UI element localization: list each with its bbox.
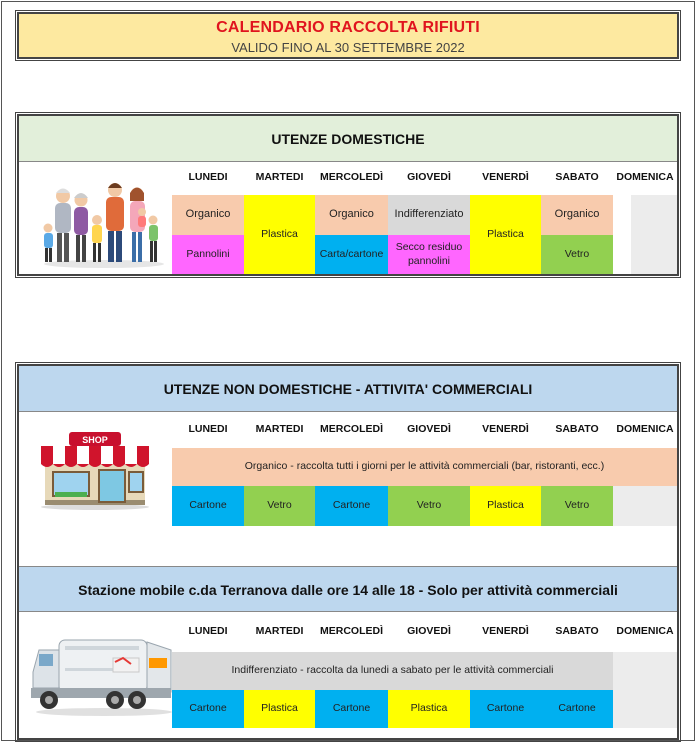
day-header-giovedi: GIOVEDÌ [407, 423, 451, 435]
calendar-validity: VALIDO FINO AL 30 SETTEMBRE 2022 [231, 40, 465, 55]
garbage-truck-illustration-icon [29, 628, 179, 718]
day-header-sabato: SABATO [555, 171, 599, 183]
day-header-domenica: DOMENICA [616, 625, 674, 637]
cell-mercoledi-cartone: Cartone [315, 690, 388, 728]
cell-domenica-empty [613, 486, 677, 526]
calendar-title: CALENDARIO RACCOLTA RIFIUTI [216, 19, 480, 36]
cell-lunedi-pannolini: Pannolini [172, 235, 244, 274]
cell-sabato-vetro: Vetro [541, 235, 613, 274]
day-header-domenica: DOMENICA [616, 171, 674, 183]
day-header-giovedi: GIOVEDÌ [407, 625, 451, 637]
day-header-sabato: SABATO [555, 625, 599, 637]
cell-lunedi-cartone: Cartone [172, 486, 244, 526]
day-header-sabato: SABATO [555, 423, 599, 435]
cell-martedi-plastica: Plastica [244, 195, 315, 274]
banner-organico-commerciali: Organico - raccolta tutti i giorni per le attività commerciali (bar, ristoranti, ecc.) [172, 448, 677, 486]
cell-sabato-organico: Organico [541, 195, 613, 235]
cell-domenica-empty [631, 195, 677, 274]
day-header-mercoledi: MERCOLEDÌ [320, 171, 383, 183]
section-non-domestiche [17, 364, 679, 740]
day-header-lunedi: LUNEDI [188, 423, 228, 435]
day-header-mercoledi: MERCOLEDÌ [320, 423, 383, 435]
day-header-mercoledi: MERCOLEDÌ [320, 625, 383, 637]
cell-venerdi-cartone: Cartone [470, 690, 541, 728]
shop-illustration-icon [39, 430, 151, 510]
shop-sign-text: SHOP [82, 435, 108, 445]
day-header-domenica: DOMENICA [616, 423, 674, 435]
schedule-grid-non-domestiche [172, 414, 677, 526]
cell-lunedi-cartone: Cartone [172, 690, 244, 728]
day-header-giovedi: GIOVEDÌ [407, 171, 451, 183]
section-title-stazione: Stazione mobile c.da Terranova dalle ore 14 alle 18 - Solo per attività commerciali [19, 566, 677, 612]
cell-mercoledi-organico: Organico [315, 195, 388, 235]
banner-indifferenziato-commerciali: Indifferenziato - raccolta da lunedi a sabato per le attività commerciali [172, 652, 613, 690]
cell-lunedi-organico: Organico [172, 195, 244, 235]
cell-giovedi-plastica: Plastica [388, 690, 470, 728]
cell-domenica-empty [613, 652, 677, 728]
cell-martedi-plastica: Plastica [244, 690, 315, 728]
cell-giovedi-secco-residuo: Secco residuo pannolini [388, 235, 470, 274]
day-header-martedi: MARTEDI [255, 423, 304, 435]
cell-mercoledi-carta-cartone: Carta/cartone [315, 235, 388, 274]
day-header-venerdi: VENERDÌ [482, 625, 529, 637]
day-header-lunedi: LUNEDI [188, 625, 228, 637]
schedule-grid-domestiche [172, 162, 677, 274]
cell-martedi-vetro: Vetro [244, 486, 315, 526]
cell-giovedi-vetro: Vetro [388, 486, 470, 526]
cell-giovedi-indifferenziato: Indifferenziato [388, 195, 470, 235]
cell-sabato-vetro: Vetro [541, 486, 613, 526]
section-title-domestiche: UTENZE DOMESTICHE [19, 116, 677, 162]
day-header-martedi: MARTEDI [255, 625, 304, 637]
cell-mercoledi-cartone: Cartone [315, 486, 388, 526]
cell-sabato-cartone: Cartone [541, 690, 613, 728]
day-header-venerdi: VENERDÌ [482, 171, 529, 183]
calendar-header [17, 12, 679, 59]
cell-venerdi-plastica: Plastica [470, 195, 541, 274]
family-illustration-icon [39, 176, 169, 268]
cell-venerdi-plastica: Plastica [470, 486, 541, 526]
section-domestiche [17, 114, 679, 276]
section-title-non-domestiche: UTENZE NON DOMESTICHE - ATTIVITA' COMMERCIALI [19, 366, 677, 412]
day-header-venerdi: VENERDÌ [482, 423, 529, 435]
schedule-grid-stazione [172, 616, 677, 728]
day-header-lunedi: LUNEDI [188, 171, 228, 183]
day-header-martedi: MARTEDI [255, 171, 304, 183]
